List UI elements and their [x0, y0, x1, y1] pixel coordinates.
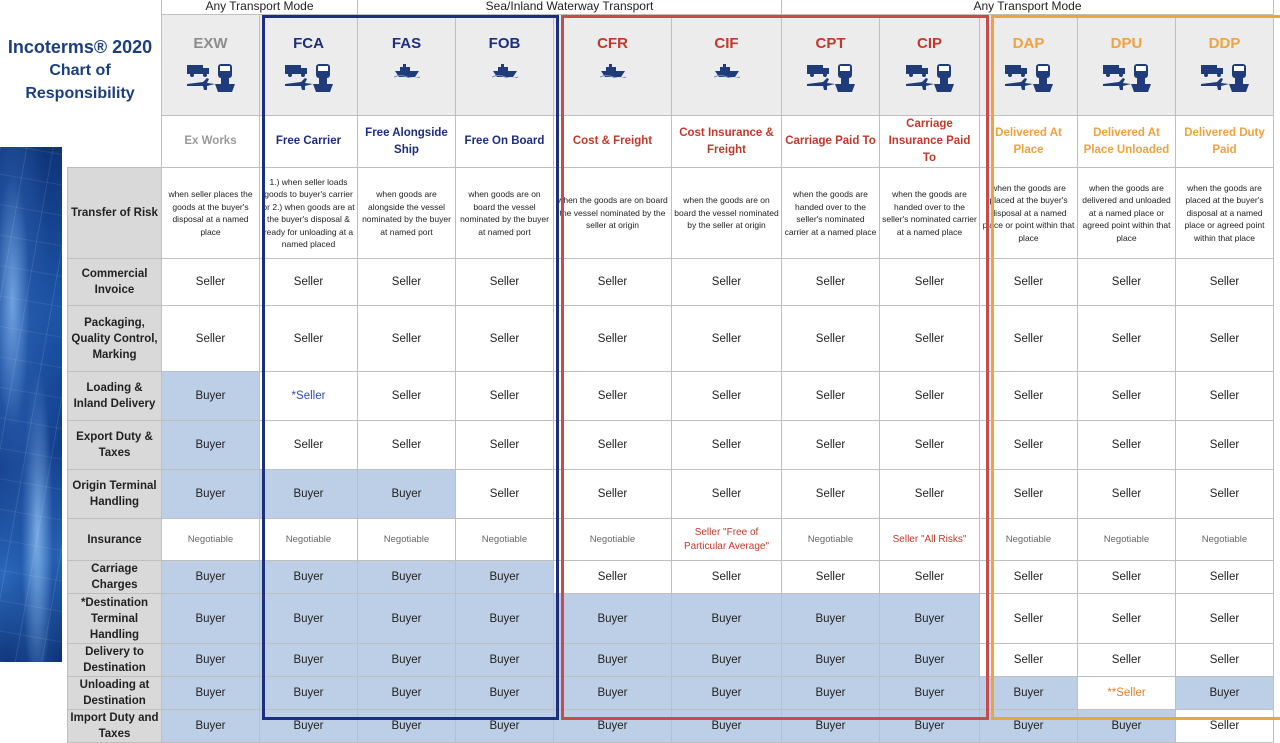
- table-row: [68, 594, 1274, 644]
- term-code-dap: [980, 15, 1078, 116]
- cell-fas: Buyer: [358, 470, 456, 519]
- cell-dap: Negotiable: [980, 519, 1078, 561]
- multimodal-icon: [1178, 62, 1271, 94]
- cell-fca: Buyer: [260, 561, 358, 594]
- cell-fob: when goods are on board the vessel nominated by the buyer at named port: [456, 168, 554, 259]
- table-row: [68, 644, 1274, 677]
- cell-dpu: Seller: [1078, 372, 1176, 421]
- term-code-label: CIF: [714, 35, 739, 52]
- cell-cip: Buyer: [880, 677, 980, 710]
- cell-fas: Buyer: [358, 710, 456, 743]
- cell-fca: Buyer: [260, 710, 358, 743]
- cell-dpu: Seller: [1078, 259, 1176, 306]
- cell-cpt: Seller: [782, 306, 880, 372]
- cell-fob: Seller: [456, 421, 554, 470]
- term-name-fca: Free Carrier: [260, 116, 358, 168]
- cell-cpt: Seller: [782, 561, 880, 594]
- row-header: Transfer of Risk: [68, 168, 162, 259]
- term-code-label: CPT: [815, 35, 846, 52]
- table-row: [68, 561, 1274, 594]
- ship-icon: [458, 62, 551, 78]
- cell-fas: Buyer: [358, 644, 456, 677]
- cell-ddp: Seller: [1176, 306, 1274, 372]
- transport-mode-row: [68, 0, 1274, 15]
- cell-dpu: Negotiable: [1078, 519, 1176, 561]
- cell-exw: Buyer: [162, 594, 260, 644]
- term-code-label: CIP: [916, 35, 942, 52]
- term-code-fca: [260, 15, 358, 116]
- cell-fca: *Seller: [260, 372, 358, 421]
- table-row: [68, 168, 1274, 259]
- cell-cip: Seller "All Risks": [880, 519, 980, 561]
- row-header: Loading & Inland Delivery: [68, 372, 162, 421]
- cell-cip: Seller: [880, 421, 980, 470]
- term-code-label: DPU: [1110, 35, 1143, 52]
- row-header: Import Duty and Taxes: [68, 710, 162, 743]
- cell-cif: Seller: [672, 421, 782, 470]
- row-header: Origin Terminal Handling: [68, 470, 162, 519]
- row-header: Export Duty & Taxes: [68, 421, 162, 470]
- term-code-fob: [456, 15, 554, 116]
- title-line-2: Chart of: [49, 62, 111, 79]
- cell-ddp: Seller: [1176, 594, 1274, 644]
- cell-fob: Buyer: [456, 594, 554, 644]
- cell-fas: Buyer: [358, 677, 456, 710]
- cell-cif: Seller: [672, 561, 782, 594]
- cell-dpu: Seller: [1078, 421, 1176, 470]
- cell-cif: Seller: [672, 470, 782, 519]
- cell-cfr: Seller: [554, 259, 672, 306]
- term-name-cip: Carriage Insurance Paid To: [880, 116, 980, 168]
- row-header: Commercial Invoice: [68, 259, 162, 306]
- cell-fas: Negotiable: [358, 519, 456, 561]
- cell-cpt: Seller: [782, 470, 880, 519]
- term-code-label: DAP: [1012, 35, 1045, 52]
- cell-fob: Buyer: [456, 710, 554, 743]
- cell-ddp: when the goods are placed at the buyer's disposal at a named place or agreed point within that place: [1176, 168, 1274, 259]
- cell-cpt: Buyer: [782, 677, 880, 710]
- table-row: [68, 372, 1274, 421]
- multimodal-icon: [262, 62, 355, 94]
- multimodal-icon: [882, 62, 977, 94]
- cell-exw: Seller: [162, 259, 260, 306]
- cell-dpu: Seller: [1078, 470, 1176, 519]
- cell-dap: Seller: [980, 306, 1078, 372]
- cell-dap: Buyer: [980, 710, 1078, 743]
- cell-fob: Buyer: [456, 644, 554, 677]
- cell-cpt: Seller: [782, 372, 880, 421]
- cell-ddp: Seller: [1176, 372, 1274, 421]
- table-row: [68, 677, 1274, 710]
- cell-exw: Buyer: [162, 470, 260, 519]
- cell-cfr: Seller: [554, 306, 672, 372]
- mode-any-transport-1: Any Transport Mode: [162, 0, 358, 15]
- cell-fca: Buyer: [260, 677, 358, 710]
- incoterms-table: [67, 0, 1274, 743]
- cell-exw: Buyer: [162, 644, 260, 677]
- term-code-dpu: [1078, 15, 1176, 116]
- cell-fob: Buyer: [456, 561, 554, 594]
- cell-dpu: when the goods are delivered and unloaded at a named place or agreed point within that place: [1078, 168, 1176, 259]
- cell-ddp: Seller: [1176, 259, 1274, 306]
- cell-exw: Buyer: [162, 561, 260, 594]
- cell-cif: Buyer: [672, 594, 782, 644]
- cell-fca: Buyer: [260, 594, 358, 644]
- cell-ddp: Seller: [1176, 644, 1274, 677]
- cell-exw: Seller: [162, 306, 260, 372]
- cell-dpu: Buyer: [1078, 710, 1176, 743]
- cell-dpu: Seller: [1078, 644, 1176, 677]
- cell-exw: Negotiable: [162, 519, 260, 561]
- cell-fas: Seller: [358, 259, 456, 306]
- term-name-fob: Free On Board: [456, 116, 554, 168]
- cell-dpu: **Seller: [1078, 677, 1176, 710]
- cell-fob: Negotiable: [456, 519, 554, 561]
- row-header: Packaging, Quality Control, Marking: [68, 306, 162, 372]
- cell-dap: when the goods are placed at the buyer's disposal at a named place or point within that place: [980, 168, 1078, 259]
- cell-cip: Buyer: [880, 710, 980, 743]
- term-code-label: CFR: [597, 35, 628, 52]
- cell-fas: Seller: [358, 421, 456, 470]
- cell-exw: Buyer: [162, 677, 260, 710]
- table-row: [68, 710, 1274, 743]
- cell-fca: Negotiable: [260, 519, 358, 561]
- ship-icon: [360, 62, 453, 78]
- row-header: Unloading at Destination: [68, 677, 162, 710]
- cell-fas: Buyer: [358, 561, 456, 594]
- cell-cif: Seller: [672, 306, 782, 372]
- cell-cpt: Negotiable: [782, 519, 880, 561]
- cell-cpt: Seller: [782, 259, 880, 306]
- cell-cpt: Buyer: [782, 594, 880, 644]
- cell-ddp: Seller: [1176, 710, 1274, 743]
- cell-fob: Seller: [456, 306, 554, 372]
- cell-fob: Seller: [456, 470, 554, 519]
- term-name-ddp: Delivered Duty Paid: [1176, 116, 1274, 168]
- cell-fob: Seller: [456, 372, 554, 421]
- row-header: Carriage Charges: [68, 561, 162, 594]
- row-header: *Destination Terminal Handling: [68, 594, 162, 644]
- cell-cfr: Buyer: [554, 710, 672, 743]
- term-code-label: DDP: [1208, 35, 1241, 52]
- table-row: [68, 306, 1274, 372]
- mode-sea-inland: Sea/Inland Waterway Transport: [358, 0, 782, 15]
- globe-decoration: [0, 147, 62, 662]
- cell-dpu: Seller: [1078, 561, 1176, 594]
- ship-icon: [556, 62, 669, 78]
- cell-dap: Seller: [980, 644, 1078, 677]
- cell-fca: Buyer: [260, 470, 358, 519]
- cell-fca: Seller: [260, 306, 358, 372]
- cell-dap: Buyer: [980, 677, 1078, 710]
- cell-dap: Seller: [980, 470, 1078, 519]
- ship-icon: [674, 62, 779, 78]
- cell-cif: Buyer: [672, 677, 782, 710]
- cell-cif: Buyer: [672, 710, 782, 743]
- cell-cfr: Buyer: [554, 644, 672, 677]
- multimodal-icon: [784, 62, 877, 94]
- title-line-1: Incoterms® 2020: [7, 37, 153, 57]
- term-code-fas: [358, 15, 456, 116]
- multimodal-icon: [982, 62, 1075, 94]
- cell-fca: Seller: [260, 421, 358, 470]
- cell-cfr: Buyer: [554, 677, 672, 710]
- term-name-fas: Free Alongside Ship: [358, 116, 456, 168]
- cell-cpt: Buyer: [782, 644, 880, 677]
- term-code-label: FOB: [488, 35, 521, 52]
- term-name-cfr: Cost & Freight: [554, 116, 672, 168]
- title-line-3: Responsibility: [25, 85, 135, 102]
- cell-ddp: Buyer: [1176, 677, 1274, 710]
- cell-cip: Seller: [880, 470, 980, 519]
- cell-cfr: Buyer: [554, 594, 672, 644]
- row-header: Insurance: [68, 519, 162, 561]
- term-code-cip: [880, 15, 980, 116]
- term-code-cpt: [782, 15, 880, 116]
- row-header: Delivery to Destination: [68, 644, 162, 677]
- term-name-exw: Ex Works: [162, 116, 260, 168]
- cell-cif: Seller: [672, 259, 782, 306]
- term-code-cif: [672, 15, 782, 116]
- cell-dap: Seller: [980, 561, 1078, 594]
- cell-exw: Buyer: [162, 710, 260, 743]
- cell-cif: Seller: [672, 372, 782, 421]
- cell-dap: Seller: [980, 594, 1078, 644]
- table-row: [68, 421, 1274, 470]
- cell-fca: 1.) when seller loads goods to buyer's carrier or 2.) when goods are at the buyer's disposal & ready for unloading at a named placed: [260, 168, 358, 259]
- term-name-dap: Delivered At Place: [980, 116, 1078, 168]
- cell-fca: Seller: [260, 259, 358, 306]
- term-code-label: FCA: [293, 35, 324, 52]
- term-name-cif: Cost Insurance & Freight: [672, 116, 782, 168]
- cell-fob: Buyer: [456, 677, 554, 710]
- cell-cfr: Seller: [554, 421, 672, 470]
- cell-fas: Buyer: [358, 594, 456, 644]
- cell-dpu: Seller: [1078, 594, 1176, 644]
- term-code-exw: [162, 15, 260, 116]
- cell-cip: Buyer: [880, 644, 980, 677]
- cell-cip: Buyer: [880, 594, 980, 644]
- term-code-label: EXW: [193, 35, 228, 52]
- cell-cip: Seller: [880, 259, 980, 306]
- cell-cpt: Seller: [782, 421, 880, 470]
- term-code-cfr: [554, 15, 672, 116]
- cell-exw: when seller places the goods at the buyer's disposal at a named place: [162, 168, 260, 259]
- cell-cfr: when the goods are on board the vessel nominated by the seller at origin: [554, 168, 672, 259]
- cell-cfr: Negotiable: [554, 519, 672, 561]
- cell-cip: Seller: [880, 306, 980, 372]
- cell-exw: Buyer: [162, 372, 260, 421]
- cell-cip: Seller: [880, 561, 980, 594]
- cell-fca: Buyer: [260, 644, 358, 677]
- table-row: [68, 519, 1274, 561]
- multimodal-icon: [164, 62, 257, 94]
- term-name-cpt: Carriage Paid To: [782, 116, 880, 168]
- term-code-ddp: [1176, 15, 1274, 116]
- cell-ddp: Seller: [1176, 421, 1274, 470]
- cell-ddp: Negotiable: [1176, 519, 1274, 561]
- cell-exw: Buyer: [162, 421, 260, 470]
- cell-ddp: Seller: [1176, 470, 1274, 519]
- mode-any-transport-2: Any Transport Mode: [782, 0, 1274, 15]
- cell-cpt: when the goods are handed over to the seller's nominated carrier at a named place: [782, 168, 880, 259]
- cell-cpt: Buyer: [782, 710, 880, 743]
- cell-cip: Seller: [880, 372, 980, 421]
- multimodal-icon: [1080, 62, 1173, 94]
- cell-fas: when goods are alongside the vessel nominated by the buyer at named port: [358, 168, 456, 259]
- term-name-dpu: Delivered At Place Unloaded: [1078, 116, 1176, 168]
- cell-fas: Seller: [358, 372, 456, 421]
- cell-dap: Seller: [980, 372, 1078, 421]
- cell-cif: Buyer: [672, 644, 782, 677]
- cell-ddp: Seller: [1176, 561, 1274, 594]
- cell-fas: Seller: [358, 306, 456, 372]
- cell-dpu: Seller: [1078, 306, 1176, 372]
- cell-cif: when the goods are on board the vessel nominated by the seller at origin: [672, 168, 782, 259]
- term-code-label: FAS: [391, 35, 422, 52]
- cell-fob: Seller: [456, 259, 554, 306]
- table-row: [68, 259, 1274, 306]
- cell-dap: Seller: [980, 421, 1078, 470]
- cell-cfr: Seller: [554, 470, 672, 519]
- cell-cfr: Seller: [554, 372, 672, 421]
- cell-cfr: Seller: [554, 561, 672, 594]
- cell-cip: when the goods are handed over to the seller's nominated carrier at a named place: [880, 168, 980, 259]
- cell-cif: Seller "Free of Particular Average": [672, 519, 782, 561]
- term-name-row: [68, 116, 1274, 168]
- term-code-row: [68, 15, 1274, 116]
- cell-dap: Seller: [980, 259, 1078, 306]
- table-row: [68, 470, 1274, 519]
